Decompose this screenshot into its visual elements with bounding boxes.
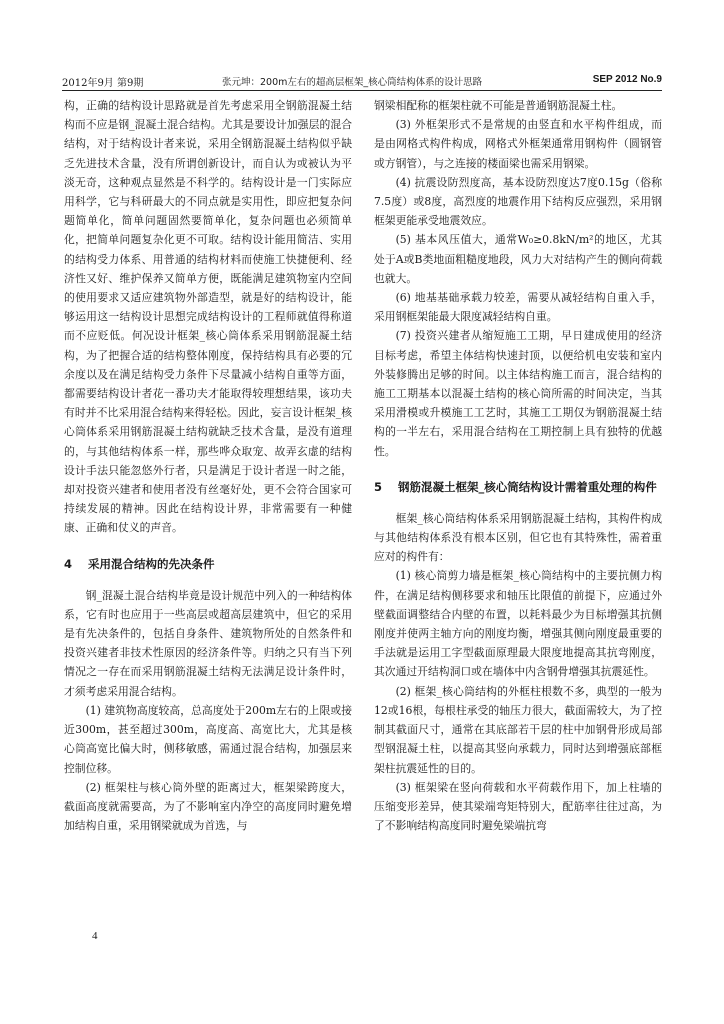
list-item: (2) 框架柱与核心筒外壁的距离过大，框架梁跨度大，截面高度就需要高，为了不影响室内净空的高度同时避免增加结构自重，采用钢梁就成为首选，与 <box>64 780 352 833</box>
list-item: (1) 建筑物高度较高，总高度处于200m左右的上限或接近300m，甚至超过300m，高度高、高宽比大，尤其是核心筒高宽比偏大时，侧移敏感，需通过混合结构，加强层来控制位移。 <box>64 703 352 775</box>
list-item: (1) 核心筒剪力墙是框架_核心筒结构中的主要抗侧力构件，在满足结构侧移要求和轴压比限值的前提下，应通过外壁截面调整结合内壁的布置，以耗料最少为目标增强其抗侧刚度并使两主轴方向的刚度均衡，增强其侧向刚度最重要的手法就是运用工字型截面原理最大限度地提高其抗弯刚度，其次通过开结构洞口或在墙体中内含钢骨增强其抗震延性。 <box>374 569 662 679</box>
paragraph: 钢_混凝土混合结构毕竟是设计规范中列入的一种结构体系，它有时也应用于一些高层或超高层建筑中，但它的采用是有先决条件的，包括自身条件、建筑物所处的自然条件和投资兴建者非技术性原因的经济条件等。归纳之只有当下列情况之一存在而采用钢筋混凝土结构无法满足设计条件时，才须考虑采用混合结构。 <box>64 588 352 698</box>
section-title: 钢筋混凝土框架_核心筒结构设计需着重处理的构件 <box>398 479 657 494</box>
section-number: 4 <box>64 556 73 571</box>
list-item: (3) 外框架形式不是常规的由竖直和水平构件组成，而是由网格式构件构成，网格式外框架通常用钢构件（圆钢管或方钢管），与之连接的楼面梁也需采用钢梁。 <box>374 118 662 170</box>
issue-label: 2012年9月 第9期 <box>62 78 144 89</box>
list-item: (7) 投资兴建者从缩短施工工期，早日建成使用的经济目标考虑，希望主体结构快速封顶，以便给机电安装和室内外装修腾出足够的时间。以主体结构施工而言，混合结构的施工工期基本以混凝土结构的核心筒所需的时间决定，当其采用滑模或升模施工工艺时，其施工工期仅为钢筋混凝土结构的一半左右，采用混合结构在工期控制上具有独特的优越性。 <box>374 329 662 458</box>
list-item: (6) 地基基础承载力较差，需要从减轻结构自重入手，采用钢框架能最大限度减轻结构自重。 <box>374 291 662 324</box>
right-column <box>374 96 662 835</box>
list-item: (2) 框架_核心筒结构的外框柱根数不多，典型的一般为12或16根，每根柱承受的轴压力很大，截面需较大，为了控制其截面尺寸，通常在其底部若干层的柱中加钢骨形成局部型钢混凝土柱，以提高其竖向承载力，同时达到增强底部框架柱抗震延性的目的。 <box>374 684 662 775</box>
page-number: 4 <box>92 930 98 942</box>
paragraph: 构，正确的结构设计思路就是首先考虑采用全钢筋混凝土结构而不应是钢_混凝土混合结构。尤其是要设计加强层的混合结构，对于结构设计者来说，采用全钢筋混凝土结构似乎缺乏先进技术含量，没有所谓创新设计，而自认为或被认为平淡无奇，这种观点显然是不科学的。结构设计是一门实际应用科学，它与科研最大的不同点就是实用性，即应把复杂问题简单化，简单问题固然要简单化，复杂问题也必须简单化，把简单问题复杂化更不可取。结构设计能用简洁、实用的结构受力体系、用普通的结构材料而使施工快捷便利、经济性又好、维护保养又简单方便，既能满足建筑物室内空间的使用要求又适应建筑物外部造型，就是好的结构设计，能够运用这一结构设计思想完成结构设计的工程师就值得称道而不应贬低。何况设计框架_核心筒体系采用钢筋混凝土结构，为了把握合适的结构整体刚度，保持结构具有必要的冗余度以及在满足结构受力条件下尽量减小结构自重等方面，都需要结构设计者花一番功夫才能取得较理想结果，该功夫有时并不比采用混合结构来得轻松。因此，妄言设计框架_核心筒体系采用钢筋混凝土结构就缺乏技术含量，是没有道理的，与其他结构体系一样，那些哗众取宠、故弄玄虚的结构设计手法只能忽悠外行者，只是满足于设计者逞一时之能，却对投资兴建者和使用者没有丝毫好处，更不会符合国家可持续发展的精神。因此在结构设计界，非常需要有一种健康、正确和仗义的声音。 <box>64 99 352 535</box>
running-header <box>62 72 662 91</box>
section-title: 采用混合结构的先决条件 <box>88 556 215 571</box>
left-column <box>64 96 352 835</box>
section-heading-4 <box>64 556 352 572</box>
list-item: (4) 抗震设防烈度高，基本设防烈度达7度0.15g（俗称7.5度）或8度，高烈度的地震作用下结构反应强烈，采用钢框架更能承受地震效应。 <box>374 175 662 228</box>
issue-label-en: SEP 2012 No.9 <box>592 74 662 85</box>
section-number: 5 <box>374 479 383 494</box>
list-item: (3) 框架梁在竖向荷载和水平荷载作用下，加上柱墙的压缩变形差异，使其梁端弯矩特别大，配筋率往往过高，为了不影响结构高度同时避免梁端抗弯 <box>374 780 662 833</box>
paragraph: 框架_核心筒结构体系采用钢筋混凝土结构，其构件构成与其他结构体系没有根本区别，但它也有其特殊性，需着重应对的构件有： <box>374 511 662 564</box>
article-running-title: 张元坤：200m左右的超高层框架_核心筒结构体系的设计思路 <box>222 77 483 88</box>
list-item: (5) 基本风压值大，通常W₀≥0.8kN/m²的地区，尤其处于A或B类地面粗糙度地段，风力大对结构产生的侧向荷载也就大。 <box>374 233 662 285</box>
section-heading-5 <box>374 479 662 495</box>
paragraph: 钢梁相配称的框架柱就不可能是普通钢筋混凝土柱。 <box>374 99 623 112</box>
